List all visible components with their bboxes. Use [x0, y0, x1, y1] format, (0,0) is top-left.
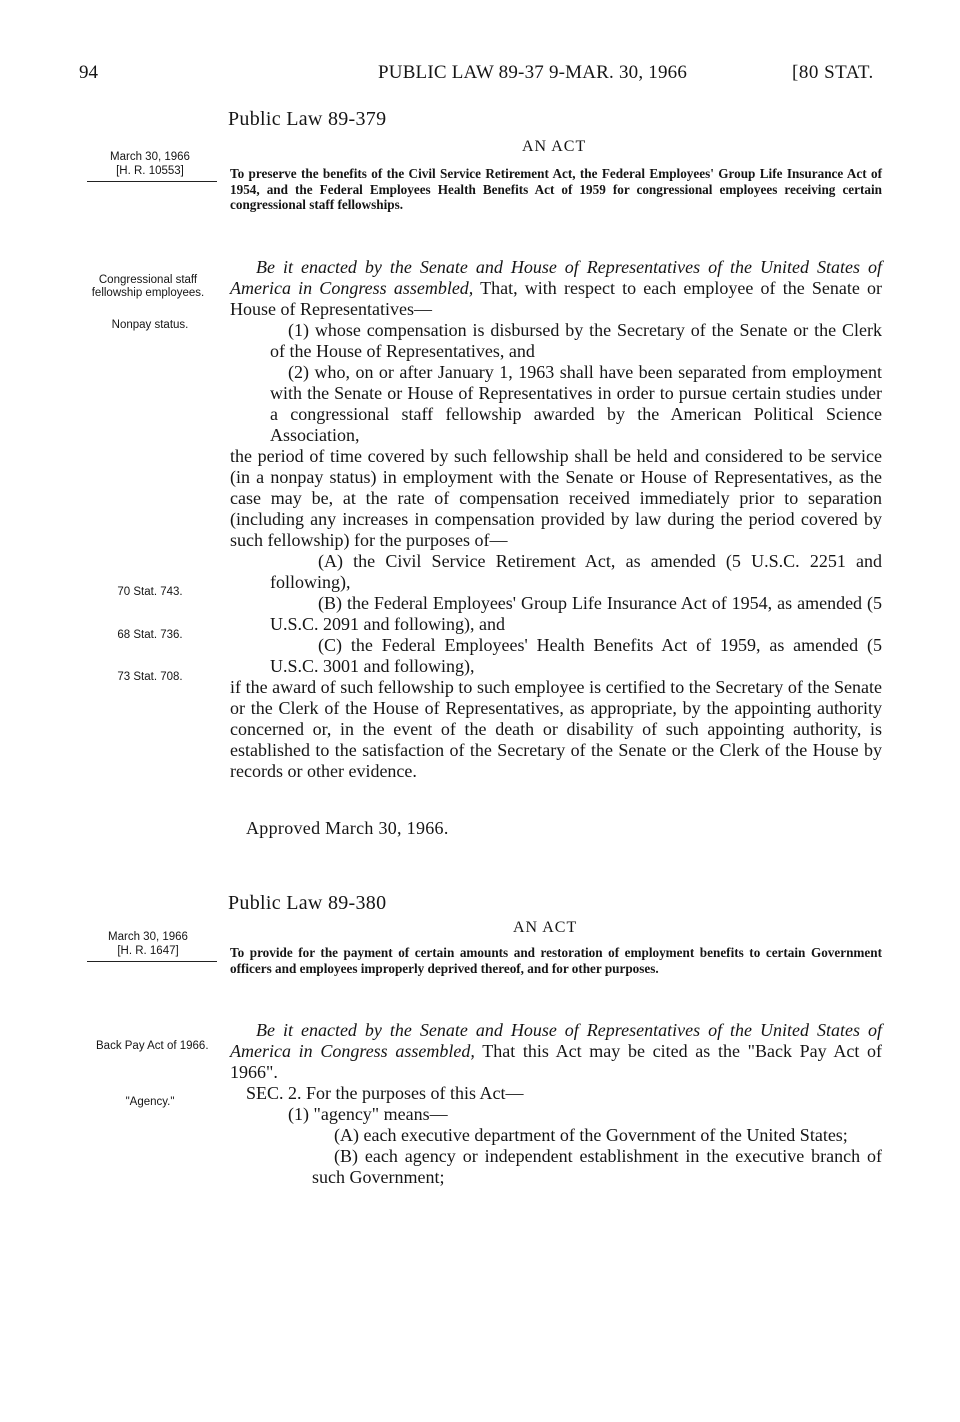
law1-middle-clause: the period of time covered by such fellowship shall be held and considered to be service (in a nonpay status) in employment with the Senate or House of Representatives, as the case may be, at the rate of compensation received immediately prior to separation (including any increases in compensation provided by law during the period covered by such fellowship) for the purposes of— — [230, 446, 882, 550]
margin-note-agency: "Agency." — [125, 1096, 175, 1108]
enacting-rest: That this Act may be cited as the "Back Pay Act of 1966". — [230, 1041, 883, 1082]
enacting-clause: Be it enacted by the Senate and House of Representatives of the United States of America in Congress assembled, — [230, 1020, 882, 1061]
margin-rule — [87, 961, 217, 962]
law-title: Public Law 89-380 — [228, 892, 387, 914]
margin-bill-number: [H. R. 1647] — [117, 945, 179, 957]
enacting-rest: That, with respect to each employee of the Senate or House of Representatives— — [230, 278, 882, 319]
margin-date: March 30, 1966 — [110, 151, 190, 163]
page-number: 94 — [79, 62, 98, 83]
law2-item-b: (B) each agency or independent establishment in the executive branch of such Government; — [312, 1146, 882, 1187]
margin-note-stat-68: 68 Stat. 736. — [117, 629, 183, 641]
section-2-intro: SEC. 2. For the purposes of this Act— — [246, 1083, 524, 1103]
law1-closing: if the award of such fellowship to such employee is certified to the Secretary of the Senate or the Clerk of the House of Representatives, as appropriate, by the appointing authority concerned or, in the event of the death or disability of such appointing authority, is established to the satisfaction of the Secretary of the Senate or the Clerk of the House by records or other evidence. — [230, 677, 882, 781]
margin-bill-number: [H. R. 10553] — [116, 165, 184, 177]
law2-item-a: (A) each executive department of the Government of the United States; — [334, 1125, 848, 1145]
law1-item-c: (C) the Federal Employees' Health Benefits Act of 1959, as amended (5 U.S.C. 3001 and following), — [270, 635, 882, 676]
margin-rule — [87, 181, 217, 182]
approved-line: Approved March 30, 1966. — [246, 818, 449, 838]
stat-volume: [80 STAT. — [792, 62, 874, 83]
law2-item-1: (1) "agency" means— — [288, 1104, 448, 1124]
law1-item-b: (B) the Federal Employees' Group Life Insurance Act of 1954, as amended (5 U.S.C. 2091 and following), and — [270, 593, 882, 634]
margin-note-stat-73: 73 Stat. 708. — [117, 671, 183, 683]
act-purpose: To preserve the benefits of the Civil Service Retirement Act, the Federal Employees' Group Life Insurance Act of 1954, and the Federal Employees Health Benefits Act of 1959 for congressional employees receiving certain congressional staff fellowships. — [230, 166, 882, 213]
law1-item-2: (2) who, on or after January 1, 1963 shall have been separated from employment with the Senate or House of Representatives in order to pursue certain studies under a congressional staff fellowship awarded by the American Political Science Association, — [270, 362, 882, 445]
margin-note-stat-70: 70 Stat. 743. — [117, 586, 183, 598]
an-act-heading: AN ACT — [513, 919, 578, 936]
margin-date: March 30, 1966 — [108, 931, 188, 943]
law1-item-1: (1) whose compensation is disbursed by the Secretary of the Senate or the Clerk of the House of Representatives, and — [270, 320, 882, 361]
margin-note-topic: Congressional staff fellowship employees. — [91, 274, 205, 299]
law-title: Public Law 89-379 — [228, 108, 387, 130]
page-header — [0, 62, 960, 92]
enacting-clause: Be it enacted by the Senate and House of Representatives of the United States of America in Congress assembled, — [230, 257, 882, 298]
law2-body — [230, 1020, 882, 1188]
act-purpose: To provide for the payment of certain amounts and restoration of employment benefits to certain Government officers and employees improperly deprived thereof, and for other purposes. — [230, 945, 882, 976]
running-head: PUBLIC LAW 89-37 9-MAR. 30, 1966 — [378, 62, 688, 83]
law1-body — [230, 257, 882, 782]
law1-item-a: (A) the Civil Service Retirement Act, as amended (5 U.S.C. 2251 and following), — [270, 551, 882, 592]
margin-note-nonpay: Nonpay status. — [111, 319, 189, 331]
margin-note-backpay: Back Pay Act of 1966. — [96, 1040, 209, 1052]
an-act-heading: AN ACT — [522, 138, 587, 155]
